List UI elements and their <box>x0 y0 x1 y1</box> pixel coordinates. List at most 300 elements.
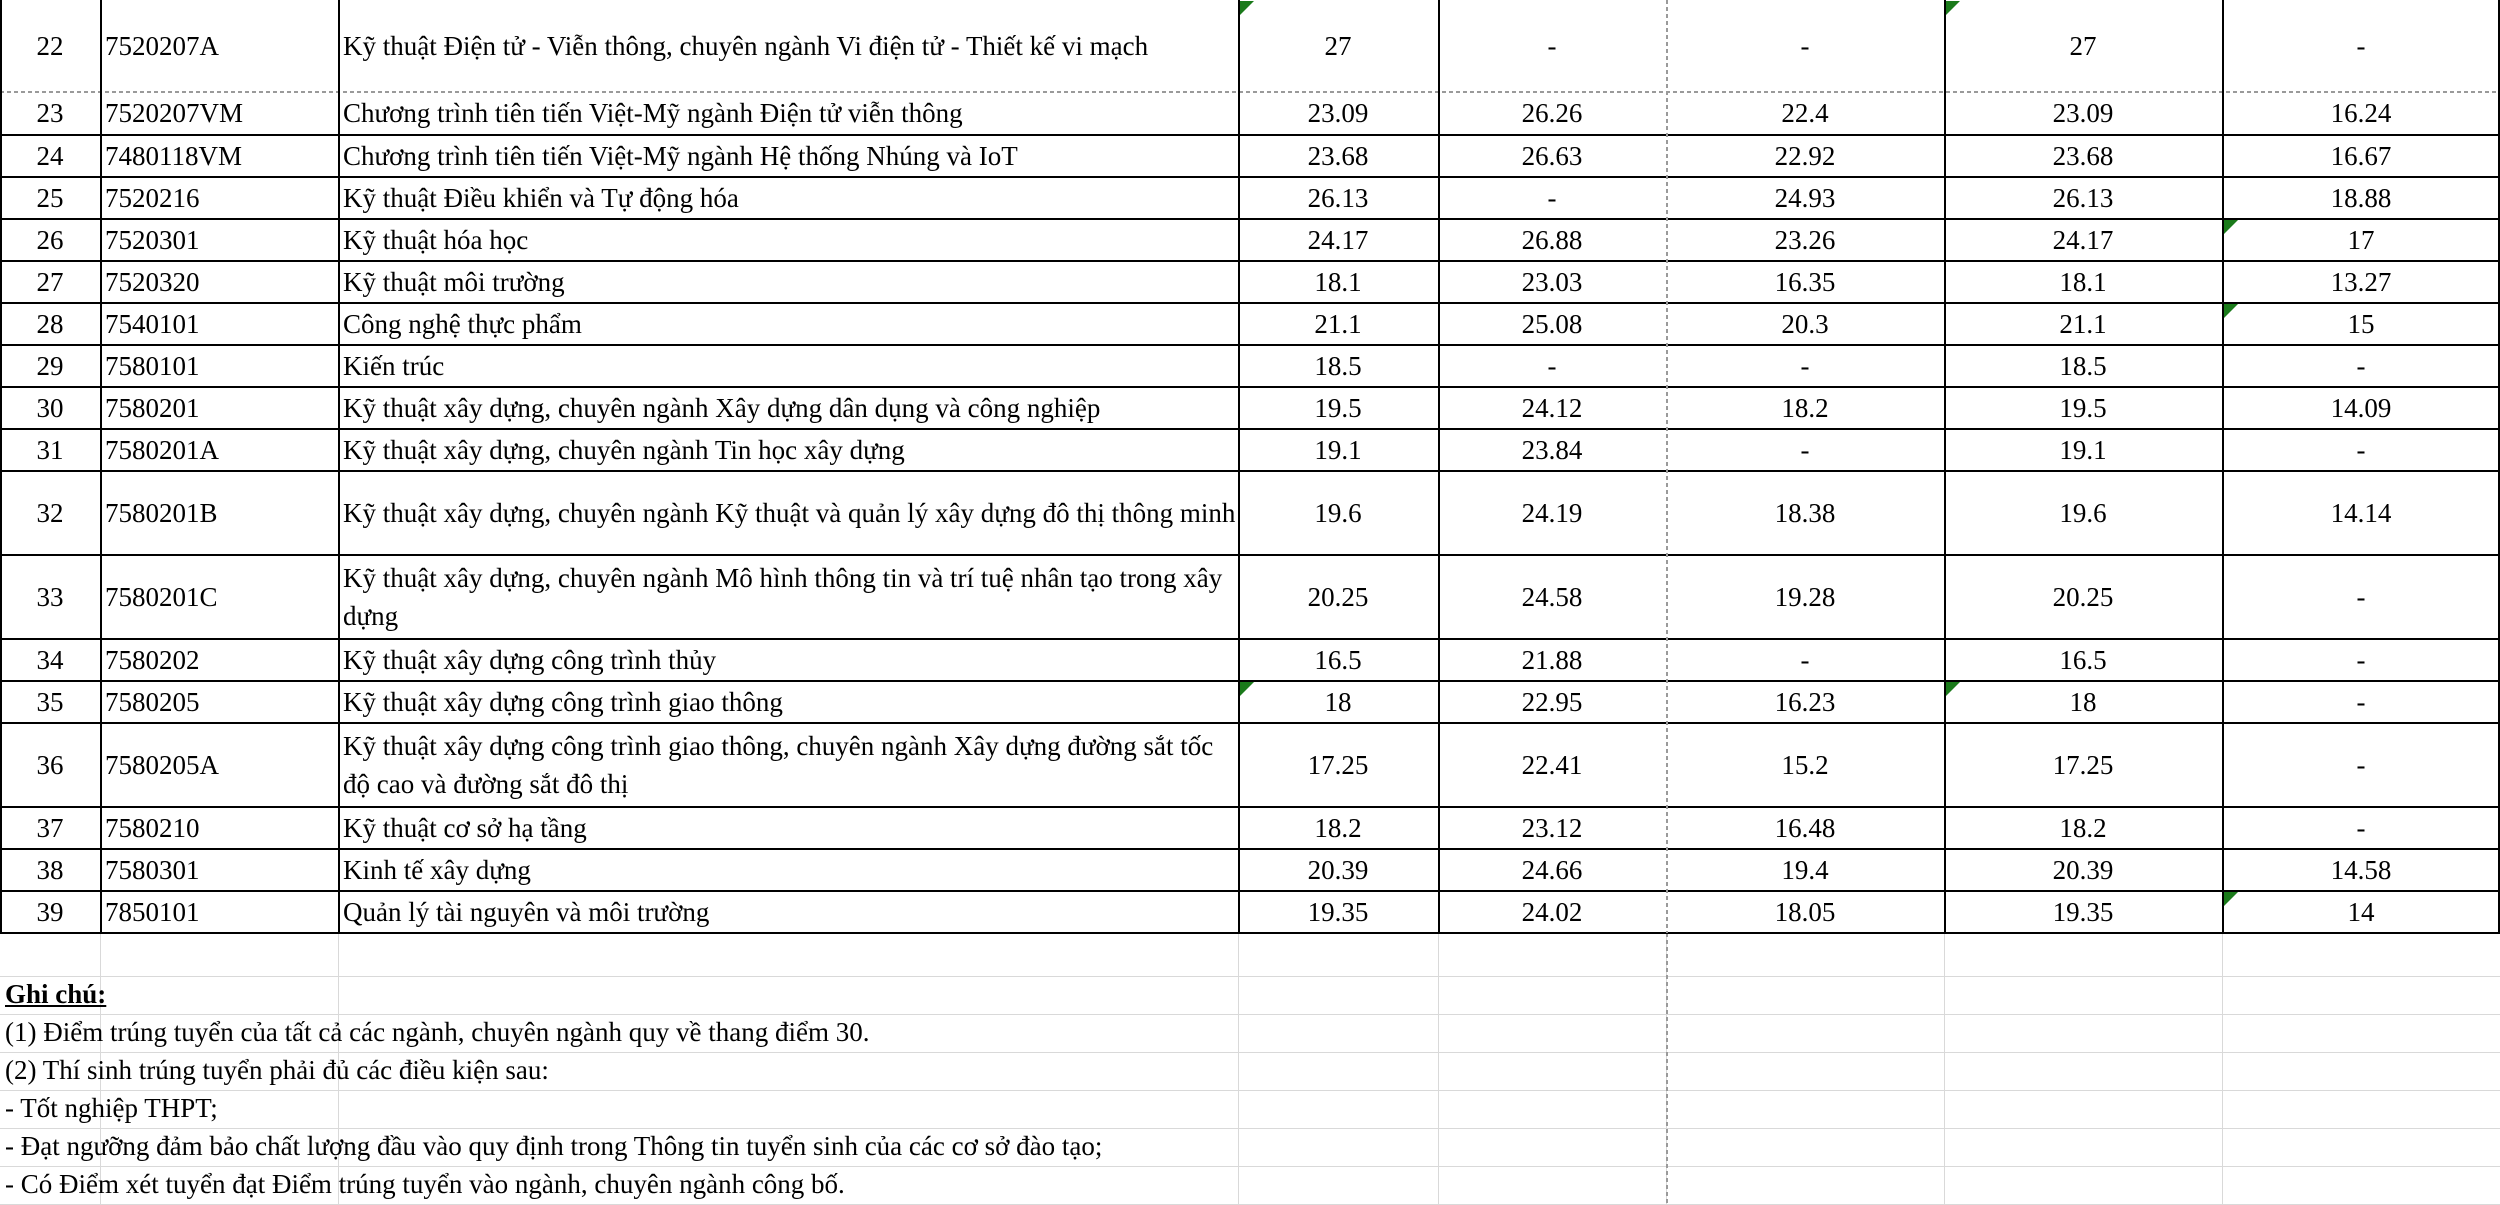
score-col-5-cell[interactable] <box>2222 639 2500 681</box>
score-col-4-cell[interactable] <box>1944 429 2222 471</box>
cell-text: 26.63 <box>1521 141 1583 171</box>
score-col-1-cell[interactable] <box>1238 429 1438 471</box>
row-number-cell[interactable] <box>0 555 100 639</box>
cell-text: 7520216 <box>105 183 200 213</box>
cell-text: 7580205A <box>105 750 219 780</box>
cell-text: 26.13 <box>1307 183 1369 213</box>
cell-text: - <box>2356 582 2366 612</box>
cell-text: - <box>1800 435 1810 465</box>
score-col-1-cell[interactable] <box>1238 891 1438 933</box>
cell-text: 21.1 <box>1314 309 1362 339</box>
row-border <box>0 1090 2500 1091</box>
major-name-cell[interactable] <box>338 807 1238 849</box>
score-col-5-cell[interactable] <box>2222 303 2500 345</box>
cell-text: 28 <box>36 309 64 339</box>
cell-text: 27 <box>36 267 64 297</box>
cell-text: 18.5 <box>1314 351 1362 381</box>
score-col-5-cell[interactable] <box>2222 849 2500 891</box>
cell-text: 25.08 <box>1521 309 1583 339</box>
score-col-5-cell[interactable] <box>2222 681 2500 723</box>
score-col-3-cell[interactable] <box>1666 639 1944 681</box>
cell-text: 16.24 <box>2330 98 2392 128</box>
major-name-cell[interactable] <box>338 387 1238 429</box>
cell-text: 18.2 <box>2059 813 2107 843</box>
cell-text: - <box>1547 351 1557 381</box>
major-name-cell[interactable] <box>338 261 1238 303</box>
major-name-cell[interactable] <box>338 429 1238 471</box>
cell-text: 19.1 <box>2059 435 2107 465</box>
cell-text: - <box>2356 687 2366 717</box>
major-code-cell[interactable] <box>100 681 338 723</box>
score-col-2-cell[interactable] <box>1438 429 1666 471</box>
note-line-1: (1) Điểm trúng tuyển của tất cả các ngành, chuyên ngành quy về thang điểm 30. <box>5 1017 870 1047</box>
cell-text: 7520207VM <box>105 98 244 128</box>
score-col-5-cell[interactable] <box>2222 555 2500 639</box>
column-border <box>1238 933 1239 1204</box>
comment-indicator-icon[interactable] <box>1240 1 1254 15</box>
score-col-3-cell[interactable] <box>1666 555 1944 639</box>
cell-text: 24.93 <box>1774 183 1836 213</box>
cell-text: 27 <box>1324 30 1352 61</box>
major-name-cell[interactable] <box>338 555 1238 639</box>
cell-text: 7580210 <box>105 813 200 843</box>
score-col-2-cell[interactable] <box>1438 471 1666 555</box>
cell-text: Kỹ thuật cơ sở hạ tầng <box>343 813 587 843</box>
major-name-cell[interactable] <box>338 345 1238 387</box>
cell-text: 16.5 <box>1314 645 1362 675</box>
score-col-2-cell[interactable] <box>1438 219 1666 261</box>
comment-indicator-icon[interactable] <box>2224 220 2238 234</box>
note-line-4: - Đạt ngưỡng đảm bảo chất lượng đầu vào quy định trong Thông tin tuyển sinh của các cơ sở đào tạo; <box>5 1131 1103 1161</box>
cell-text: 19.6 <box>1314 498 1362 528</box>
score-col-3-cell[interactable] <box>1666 177 1944 219</box>
cell-text: 21.88 <box>1521 645 1583 675</box>
cell-text: 20.39 <box>2052 855 2114 885</box>
row-number-cell[interactable] <box>0 345 100 387</box>
major-code-cell[interactable] <box>100 0 338 91</box>
cell-text: 32 <box>36 498 64 528</box>
score-col-2-cell[interactable] <box>1438 639 1666 681</box>
cell-text: 20.25 <box>2052 582 2114 612</box>
cell-text: 19.35 <box>2052 897 2114 927</box>
score-col-2-cell[interactable] <box>1438 681 1666 723</box>
cell-text: 33 <box>36 582 64 612</box>
cell-text: 18.1 <box>1314 267 1362 297</box>
cell-text: 7580101 <box>105 351 200 381</box>
cell-text: 7580201A <box>105 435 219 465</box>
cell-text: 18.5 <box>2059 351 2107 381</box>
score-col-4-cell[interactable] <box>1944 0 2222 91</box>
major-code-cell[interactable] <box>100 387 338 429</box>
cell-text: Công nghệ thực phẩm <box>343 309 582 339</box>
row-number-cell[interactable] <box>0 723 100 807</box>
cell-text: 26.26 <box>1521 98 1583 128</box>
cell-text: 26 <box>36 225 64 255</box>
cell-text: 24.12 <box>1521 393 1583 423</box>
score-col-3-cell[interactable] <box>1666 219 1944 261</box>
score-col-5-cell[interactable] <box>2222 723 2500 807</box>
major-name-cell[interactable] <box>338 639 1238 681</box>
cell-text: 24.66 <box>1521 855 1583 885</box>
cell-text: 18 <box>2069 687 2097 717</box>
cell-text: 14.58 <box>2330 855 2392 885</box>
cell-text: 23.09 <box>2052 98 2114 128</box>
score-col-2-cell[interactable] <box>1438 177 1666 219</box>
major-name-cell[interactable] <box>338 219 1238 261</box>
cell-text: - <box>2356 435 2366 465</box>
score-col-4-cell[interactable] <box>1944 681 2222 723</box>
cell-text: 16.67 <box>2330 141 2392 171</box>
cell-text: 7520301 <box>105 225 200 255</box>
score-col-3-cell[interactable] <box>1666 387 1944 429</box>
score-col-1-cell[interactable] <box>1238 387 1438 429</box>
major-name-cell[interactable] <box>338 91 1238 135</box>
score-col-5-cell[interactable] <box>2222 387 2500 429</box>
cell-text: Kỹ thuật xây dựng công trình giao thông <box>343 687 783 717</box>
cell-text: 21.1 <box>2059 309 2107 339</box>
cell-text: 27 <box>2069 30 2097 61</box>
score-col-1-cell[interactable] <box>1238 219 1438 261</box>
cell-text: 18.2 <box>1314 813 1362 843</box>
score-col-5-cell[interactable] <box>2222 807 2500 849</box>
comment-indicator-icon[interactable] <box>1946 1 1960 15</box>
score-col-4-cell[interactable] <box>1944 219 2222 261</box>
score-col-2-cell[interactable] <box>1438 387 1666 429</box>
cell-text: 7580205 <box>105 687 200 717</box>
score-col-3-cell[interactable] <box>1666 345 1944 387</box>
cell-text: 19.35 <box>1307 897 1369 927</box>
score-col-5-cell[interactable] <box>2222 91 2500 135</box>
cell-text: Quản lý tài nguyên và môi trường <box>343 897 710 927</box>
cell-text: 23.84 <box>1521 435 1583 465</box>
score-col-1-cell[interactable] <box>1238 723 1438 807</box>
score-col-4-cell[interactable] <box>1944 891 2222 933</box>
cell-text: 7480118VM <box>105 141 243 171</box>
row-number-cell[interactable] <box>0 219 100 261</box>
score-col-3-cell[interactable] <box>1666 849 1944 891</box>
cell-text: Kỹ thuật xây dựng, chuyên ngành Xây dựng dân dụng và công nghiệp <box>343 393 1101 423</box>
score-col-4-cell[interactable] <box>1944 387 2222 429</box>
major-name-cell[interactable] <box>338 681 1238 723</box>
cell-text: 24.19 <box>1521 498 1583 528</box>
major-code-cell[interactable] <box>100 177 338 219</box>
row-number-cell[interactable] <box>0 387 100 429</box>
column-border <box>1944 933 1945 1204</box>
score-col-5-cell[interactable] <box>2222 177 2500 219</box>
score-col-1-cell[interactable] <box>1238 135 1438 177</box>
cell-text: 16.48 <box>1774 813 1836 843</box>
cell-text: 22 <box>36 30 64 61</box>
score-col-4-cell[interactable] <box>1944 807 2222 849</box>
cell-text: 23.09 <box>1307 98 1369 128</box>
row-number-cell[interactable] <box>0 135 100 177</box>
cell-text: 39 <box>36 897 64 927</box>
cell-text: 34 <box>36 645 64 675</box>
score-col-4-cell[interactable] <box>1944 91 2222 135</box>
score-col-5-cell[interactable] <box>2222 219 2500 261</box>
cell-text: - <box>1547 183 1557 213</box>
cell-text: Kỹ thuật xây dựng công trình thủy <box>343 645 717 675</box>
major-code-cell[interactable] <box>100 723 338 807</box>
score-col-5-cell[interactable] <box>2222 471 2500 555</box>
score-col-4-cell[interactable] <box>1944 303 2222 345</box>
score-col-1-cell[interactable] <box>1238 639 1438 681</box>
note-line-3: - Tốt nghiệp THPT; <box>5 1093 218 1123</box>
major-code-cell[interactable] <box>100 639 338 681</box>
column-border <box>1438 933 1439 1204</box>
cell-text: Kỹ thuật môi trường <box>343 267 565 297</box>
row-number-cell[interactable] <box>0 261 100 303</box>
cell-text: 7580301 <box>105 855 200 885</box>
cell-text: 20.39 <box>1307 855 1369 885</box>
row-number-cell[interactable] <box>0 849 100 891</box>
note-line-2: (2) Thí sinh trúng tuyển phải đủ các điều kiện sau: <box>5 1055 549 1085</box>
cell-text: Chương trình tiên tiến Việt-Mỹ ngành Điện tử viễn thông <box>343 98 963 128</box>
score-col-2-cell[interactable] <box>1438 261 1666 303</box>
cell-text: 22.92 <box>1774 141 1836 171</box>
cell-text: Kinh tế xây dựng <box>343 855 531 885</box>
row-number-cell[interactable] <box>0 681 100 723</box>
cell-text: 19.6 <box>2059 498 2107 528</box>
score-col-2-cell[interactable] <box>1438 91 1666 135</box>
cell-text: 7520320 <box>105 267 200 297</box>
cell-text: 7850101 <box>105 897 200 927</box>
cell-text: 23.26 <box>1774 225 1836 255</box>
cell-text: - <box>2356 645 2366 675</box>
row-number-cell[interactable] <box>0 891 100 933</box>
cell-text: 7520207A <box>105 30 219 61</box>
cell-text: 22.41 <box>1521 750 1583 780</box>
cell-text: 17.25 <box>1307 750 1369 780</box>
score-col-4-cell[interactable] <box>1944 723 2222 807</box>
cell-text: 20.25 <box>1307 582 1369 612</box>
cell-text: 16.5 <box>2059 645 2107 675</box>
cell-text: 17.25 <box>2052 750 2114 780</box>
score-col-3-cell[interactable] <box>1666 471 1944 555</box>
cell-text: Kỹ thuật xây dựng công trình giao thông, chuyên ngành Xây dựng đường sắt tốc độ cao và đường sắt đô thị <box>343 731 1214 799</box>
cell-text: - <box>2356 30 2366 61</box>
cell-text: 38 <box>36 855 64 885</box>
major-code-cell[interactable] <box>100 807 338 849</box>
cell-text: 17 <box>2347 225 2375 255</box>
score-col-5-cell[interactable] <box>2222 891 2500 933</box>
cell-text: 29 <box>36 351 64 381</box>
score-col-2-cell[interactable] <box>1438 807 1666 849</box>
cell-text: Kỹ thuật xây dựng, chuyên ngành Tin học xây dựng <box>343 435 905 465</box>
cell-text: Kỹ thuật Điện tử - Viễn thông, chuyên ngành Vi điện tử - Thiết kế vi mạch <box>343 30 1149 61</box>
score-col-2-cell[interactable] <box>1438 345 1666 387</box>
score-col-4-cell[interactable] <box>1944 555 2222 639</box>
cell-text: 20.3 <box>1781 309 1829 339</box>
score-col-4-cell[interactable] <box>1944 177 2222 219</box>
notes-title: Ghi chú: <box>5 979 107 1009</box>
major-name-cell[interactable] <box>338 891 1238 933</box>
cell-text: 15 <box>2347 309 2375 339</box>
cell-text: 23 <box>36 98 64 128</box>
cell-text: - <box>2356 750 2366 780</box>
score-col-1-cell[interactable] <box>1238 555 1438 639</box>
score-col-3-cell[interactable] <box>1666 91 1944 135</box>
major-name-cell[interactable] <box>338 135 1238 177</box>
score-col-5-cell[interactable] <box>2222 0 2500 91</box>
score-col-1-cell[interactable] <box>1238 303 1438 345</box>
cell-text: 35 <box>36 687 64 717</box>
major-code-cell[interactable] <box>100 555 338 639</box>
cell-text: 18.05 <box>1774 897 1836 927</box>
score-col-4-cell[interactable] <box>1944 345 2222 387</box>
cell-text: - <box>2356 351 2366 381</box>
cell-text: 23.68 <box>1307 141 1369 171</box>
cell-text: Kỹ thuật Điều khiển và Tự động hóa <box>343 183 739 213</box>
cell-text: 26.88 <box>1521 225 1583 255</box>
score-col-3-cell[interactable] <box>1666 135 1944 177</box>
cell-text: 36 <box>36 750 64 780</box>
row-number-cell[interactable] <box>0 807 100 849</box>
cell-text: 24.17 <box>1307 225 1369 255</box>
cell-text: 24.58 <box>1521 582 1583 612</box>
major-name-cell[interactable] <box>338 0 1238 91</box>
row-number-cell[interactable] <box>0 303 100 345</box>
cell-text: 24.17 <box>2052 225 2114 255</box>
cell-text: 18 <box>1324 687 1352 717</box>
score-col-3-cell[interactable] <box>1666 303 1944 345</box>
major-code-cell[interactable] <box>100 91 338 135</box>
major-name-cell[interactable] <box>338 723 1238 807</box>
major-name-cell[interactable] <box>338 303 1238 345</box>
cell-text: 18.1 <box>2059 267 2107 297</box>
score-col-1-cell[interactable] <box>1238 345 1438 387</box>
row-number-cell[interactable] <box>0 91 100 135</box>
cell-text: 18.38 <box>1774 498 1836 528</box>
score-col-1-cell[interactable] <box>1238 0 1438 91</box>
cell-text: 23.03 <box>1521 267 1583 297</box>
score-col-5-cell[interactable] <box>2222 261 2500 303</box>
cell-text: 18.2 <box>1781 393 1829 423</box>
comment-indicator-icon[interactable] <box>1946 682 1960 696</box>
cell-text: 25 <box>36 183 64 213</box>
cell-text: 16.35 <box>1774 267 1836 297</box>
major-code-cell[interactable] <box>100 261 338 303</box>
cell-text: 16.23 <box>1774 687 1836 717</box>
score-col-1-cell[interactable] <box>1238 177 1438 219</box>
score-col-3-cell[interactable] <box>1666 807 1944 849</box>
score-col-4-cell[interactable] <box>1944 639 2222 681</box>
score-col-3-cell[interactable] <box>1666 723 1944 807</box>
row-border <box>0 976 2500 977</box>
cell-text: 7580201B <box>105 498 218 528</box>
cell-text: 18.88 <box>2330 183 2392 213</box>
cell-text: 15.2 <box>1781 750 1829 780</box>
cell-text: 22.95 <box>1521 687 1583 717</box>
score-col-1-cell[interactable] <box>1238 471 1438 555</box>
row-number-cell[interactable] <box>0 0 100 91</box>
major-name-cell[interactable] <box>338 177 1238 219</box>
cell-text: Chương trình tiên tiến Việt-Mỹ ngành Hệ thống Nhúng và IoT <box>343 141 1018 171</box>
cell-text: Kiến trúc <box>343 351 445 381</box>
score-col-3-cell[interactable] <box>1666 429 1944 471</box>
cell-text: 19.4 <box>1781 855 1829 885</box>
score-col-4-cell[interactable] <box>1944 471 2222 555</box>
cell-text: Kỹ thuật hóa học <box>343 225 529 255</box>
score-col-1-cell[interactable] <box>1238 261 1438 303</box>
column-border <box>2222 933 2223 1204</box>
row-number-cell[interactable] <box>0 639 100 681</box>
cell-text: 14.14 <box>2330 498 2392 528</box>
major-code-cell[interactable] <box>100 135 338 177</box>
score-col-4-cell[interactable] <box>1944 849 2222 891</box>
major-code-cell[interactable] <box>100 471 338 555</box>
major-code-cell[interactable] <box>100 219 338 261</box>
note-line-5: - Có Điểm xét tuyển đạt Điểm trúng tuyển vào ngành, chuyên ngành công bố. <box>5 1169 845 1199</box>
major-code-cell[interactable] <box>100 429 338 471</box>
cell-text: 19.1 <box>1314 435 1362 465</box>
row-number-cell[interactable] <box>0 177 100 219</box>
score-col-2-cell[interactable] <box>1438 723 1666 807</box>
cell-text: 7580202 <box>105 645 200 675</box>
major-code-cell[interactable] <box>100 303 338 345</box>
score-col-2-cell[interactable] <box>1438 303 1666 345</box>
cell-text: 13.27 <box>2330 267 2392 297</box>
score-col-5-cell[interactable] <box>2222 429 2500 471</box>
cell-text: - <box>1547 30 1557 61</box>
cell-text: 7580201C <box>105 582 218 612</box>
comment-indicator-icon[interactable] <box>2224 892 2238 906</box>
score-col-2-cell[interactable] <box>1438 555 1666 639</box>
cell-text: 24.02 <box>1521 897 1583 927</box>
cell-text: - <box>1800 30 1810 61</box>
comment-indicator-icon[interactable] <box>2224 304 2238 318</box>
score-col-2-cell[interactable] <box>1438 0 1666 91</box>
score-col-4-cell[interactable] <box>1944 261 2222 303</box>
major-name-cell[interactable] <box>338 471 1238 555</box>
row-number-cell[interactable] <box>0 429 100 471</box>
comment-indicator-icon[interactable] <box>1240 682 1254 696</box>
cell-text: 14.09 <box>2330 393 2392 423</box>
major-code-cell[interactable] <box>100 891 338 933</box>
score-col-1-cell[interactable] <box>1238 807 1438 849</box>
major-code-cell[interactable] <box>100 345 338 387</box>
column-border <box>1666 933 1668 1204</box>
cell-text: Kỹ thuật xây dựng, chuyên ngành Mô hình thông tin và trí tuệ nhân tạo trong xây dựng <box>343 563 1223 631</box>
score-col-5-cell[interactable] <box>2222 345 2500 387</box>
cell-text: 23.12 <box>1521 813 1583 843</box>
score-col-3-cell[interactable] <box>1666 261 1944 303</box>
cell-text: 30 <box>36 393 64 423</box>
cell-text: 23.68 <box>2052 141 2114 171</box>
score-col-2-cell[interactable] <box>1438 135 1666 177</box>
score-col-4-cell[interactable] <box>1944 135 2222 177</box>
score-col-5-cell[interactable] <box>2222 135 2500 177</box>
score-col-1-cell[interactable] <box>1238 91 1438 135</box>
cell-text: - <box>1800 645 1810 675</box>
cell-text: 19.28 <box>1774 582 1836 612</box>
score-col-3-cell[interactable] <box>1666 891 1944 933</box>
major-code-cell[interactable] <box>100 849 338 891</box>
major-name-cell[interactable] <box>338 849 1238 891</box>
score-col-2-cell[interactable] <box>1438 891 1666 933</box>
cell-text: 26.13 <box>2052 183 2114 213</box>
cell-text: 19.5 <box>1314 393 1362 423</box>
cell-text: Kỹ thuật xây dựng, chuyên ngành Kỹ thuật và quản lý xây dựng đô thị thông minh <box>343 498 1236 528</box>
row-number-cell[interactable] <box>0 471 100 555</box>
cell-text: 7580201 <box>105 393 200 423</box>
score-col-2-cell[interactable] <box>1438 849 1666 891</box>
score-col-1-cell[interactable] <box>1238 681 1438 723</box>
score-col-3-cell[interactable] <box>1666 0 1944 91</box>
score-col-3-cell[interactable] <box>1666 681 1944 723</box>
score-col-1-cell[interactable] <box>1238 849 1438 891</box>
cell-text: 37 <box>36 813 64 843</box>
